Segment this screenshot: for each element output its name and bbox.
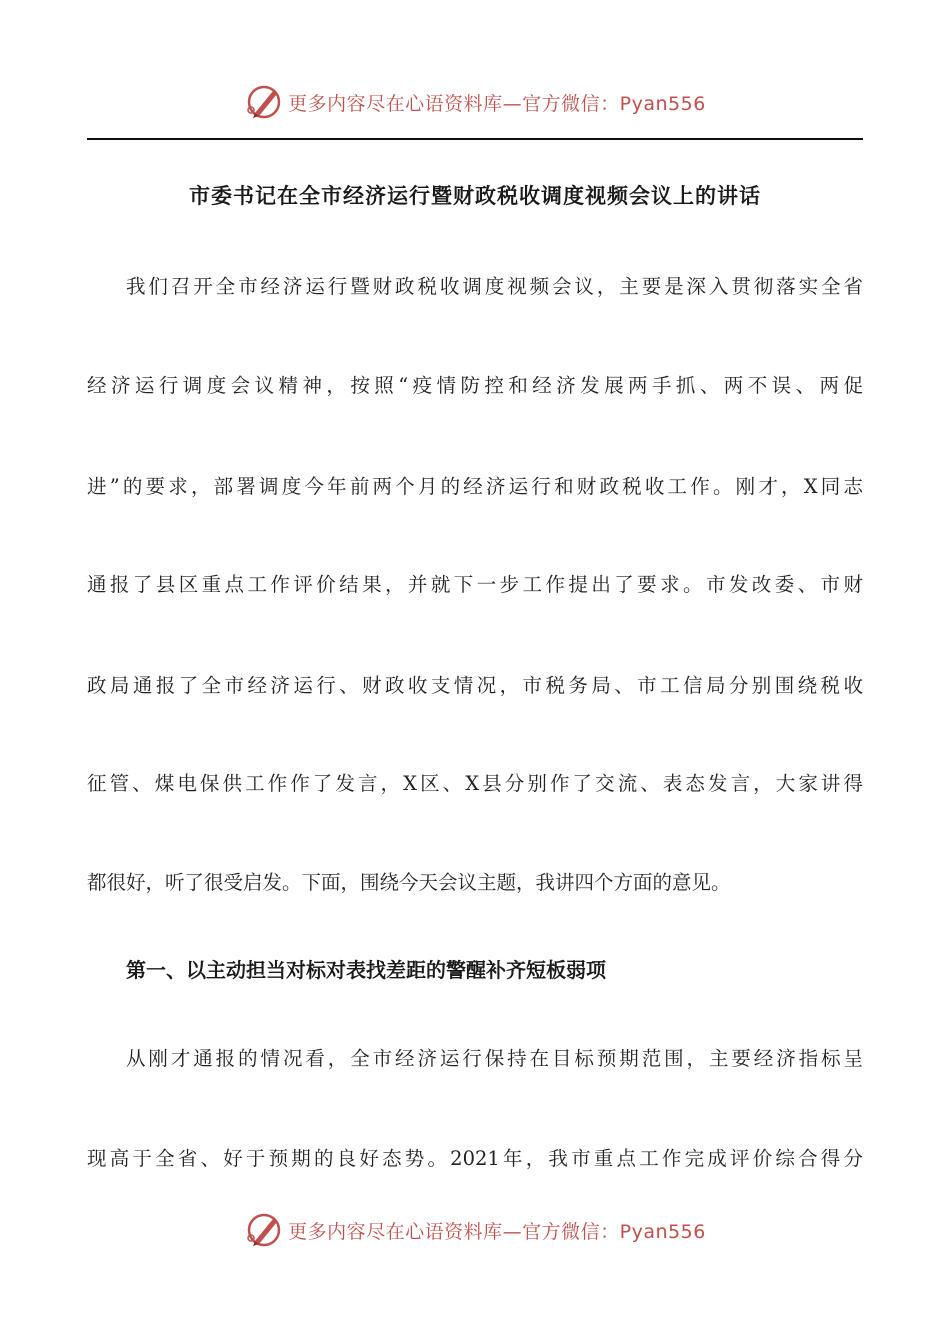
paragraph-line: 征管、煤电保供工作作了发言，X区、X县分别作了交流、表态发言，大家讲得 [87, 772, 863, 795]
header-banner-text: 更多内容尽在心语资料库—官方微信：Pyan556 [288, 92, 706, 115]
header-divider [87, 138, 863, 140]
pen-logo-icon [244, 82, 284, 122]
footer-banner [0, 1208, 950, 1252]
header-banner [0, 80, 950, 124]
footer-banner-text: 更多内容尽在心语资料库—官方微信：Pyan556 [288, 1220, 706, 1243]
paragraph-line: 现高于全省、好于预期的良好态势。2021年，我市重点工作完成评价综合得分 [87, 1147, 863, 1170]
section-heading: 第一、以主动担当对标对表找差距的警醒补齐短板弱项 [126, 958, 606, 982]
paragraph-line: 都很好，听了很受启发。下面，围绕今天会议主题，我讲四个方面的意见。 [87, 871, 731, 894]
paragraph-line: 我们召开全市经济运行暨财政税收调度视频会议，主要是深入贯彻落实全省 [126, 275, 863, 298]
document-title: 市委书记在全市经济运行暨财政税收调度视频会议上的讲话 [189, 183, 761, 208]
paragraph-line: 从刚才通报的情况看，全市经济运行保持在目标预期范围，主要经济指标呈 [126, 1047, 863, 1070]
paragraph-line: 进”的要求，部署调度今年前两个月的经济运行和财政税收工作。刚才，X同志 [87, 475, 863, 498]
pen-logo-icon [244, 1210, 284, 1250]
paragraph-line: 通报了县区重点工作评价结果，并就下一步工作提出了要求。市发改委、市财 [87, 573, 863, 596]
paragraph-line: 政局通报了全市经济运行、财政收支情况，市税务局、市工信局分别围绕税收 [87, 674, 863, 697]
paragraph-line: 经济运行调度会议精神，按照“疫情防控和经济发展两手抓、两不误、两促 [87, 374, 863, 397]
